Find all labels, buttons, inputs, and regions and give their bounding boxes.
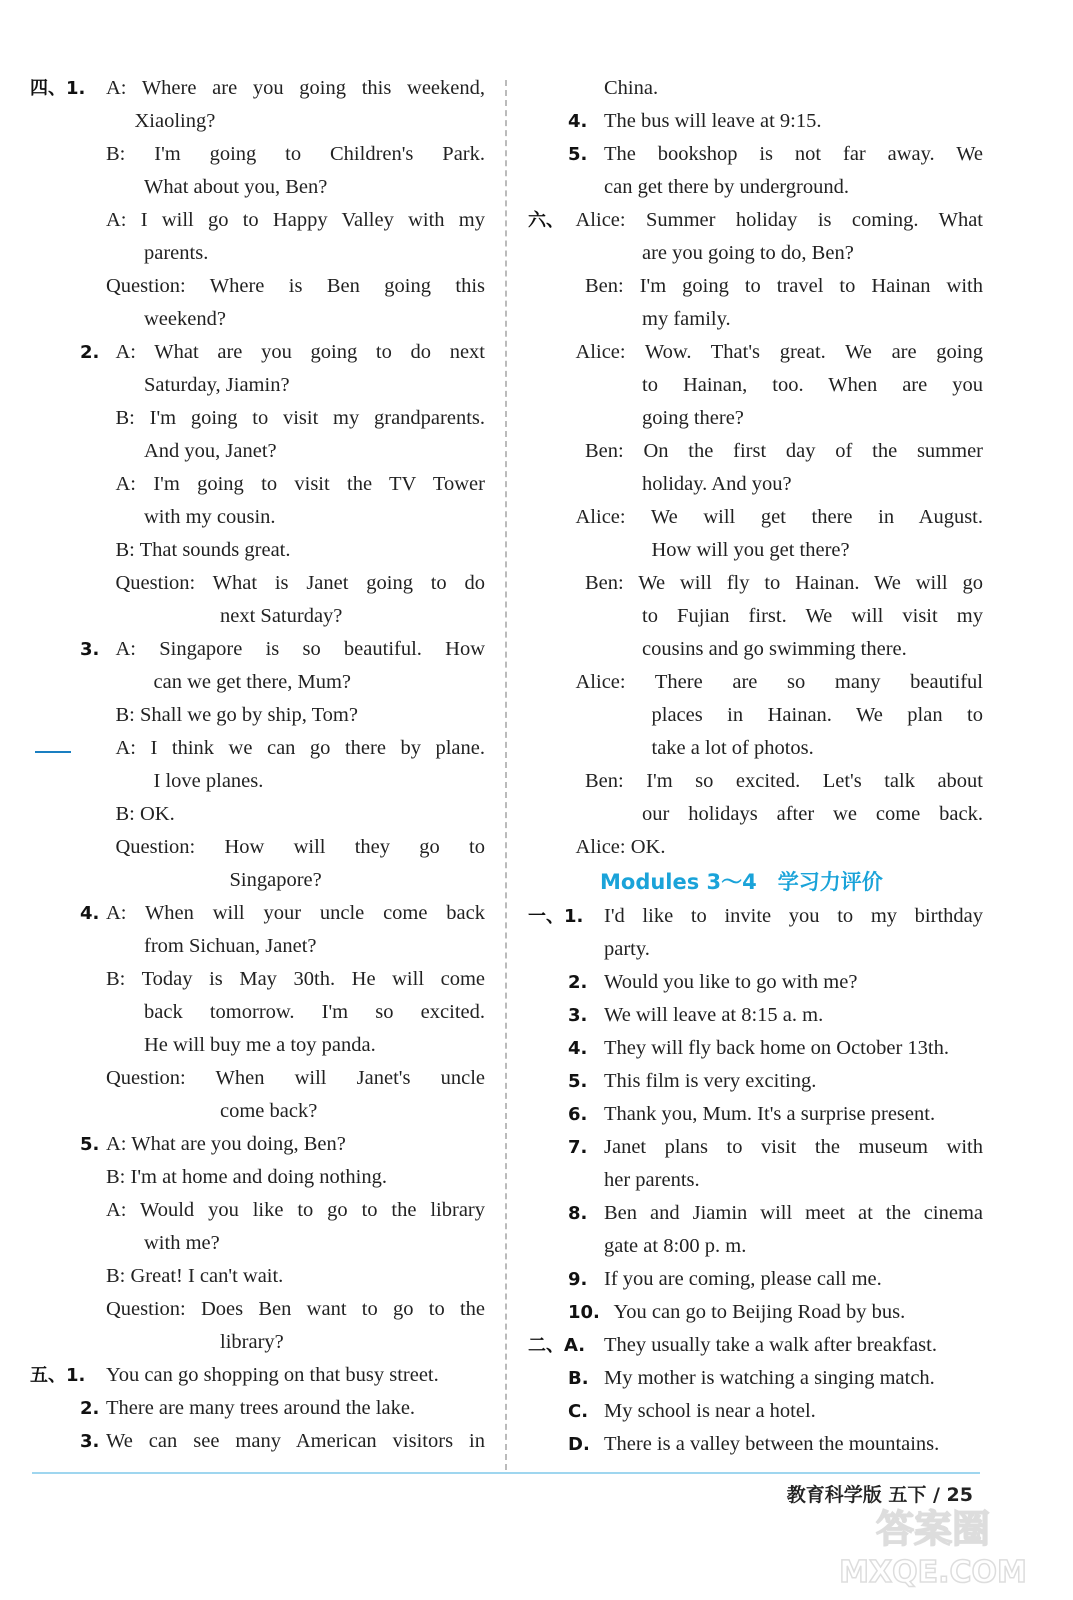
line-text: B: Shall we go by ship, Tom? xyxy=(115,704,358,726)
text-line xyxy=(30,501,485,534)
line-text: Alice: Wow. That's great. We are going xyxy=(575,341,983,363)
text-line xyxy=(528,1098,983,1131)
item-marker: 5. xyxy=(80,1134,100,1155)
line-text: B: I'm going to Children's Park. xyxy=(106,143,485,165)
item-marker: 3. xyxy=(80,639,100,660)
text-line xyxy=(30,237,485,270)
line-text: We will leave at 8:15 a. m. xyxy=(604,1004,824,1026)
item-marker: 6. xyxy=(568,1104,588,1125)
line-text: A: What are you doing, Ben? xyxy=(106,1133,346,1155)
text-line xyxy=(528,1164,983,1197)
text-line xyxy=(528,1428,983,1461)
item-marker: 7. xyxy=(568,1137,588,1158)
line-text: with me? xyxy=(144,1232,220,1254)
item-marker: 六、 xyxy=(528,210,564,231)
line-text: B: Today is May 30th. He will come xyxy=(106,968,485,990)
item-marker: 10. xyxy=(568,1302,600,1323)
text-line xyxy=(528,1329,983,1362)
text-line xyxy=(30,1194,485,1227)
line-text: Question: Does Ben want to go to the xyxy=(106,1298,485,1320)
text-line xyxy=(528,1395,983,1428)
line-text: We can see many American visitors in xyxy=(106,1430,485,1452)
line-text: Xiaoling? xyxy=(134,110,216,132)
line-text: He will buy me a toy panda. xyxy=(144,1034,376,1056)
text-line xyxy=(30,1095,485,1128)
item-marker: 五、1. xyxy=(30,1365,86,1386)
line-text: A: I will go to Happy Valley with my xyxy=(106,209,485,231)
line-text: Alice: Summer holiday is coming. What xyxy=(575,209,983,231)
text-line xyxy=(528,105,983,138)
item-marker: 3. xyxy=(80,1431,100,1452)
text-line xyxy=(528,534,983,567)
text-line xyxy=(30,1293,485,1326)
item-marker: 四、1. xyxy=(30,78,86,99)
text-line xyxy=(528,1065,983,1098)
text-line xyxy=(30,864,485,897)
line-text: parents. xyxy=(144,242,209,264)
text-line xyxy=(30,831,485,864)
text-line xyxy=(528,1296,983,1329)
text-line xyxy=(528,933,983,966)
text-line xyxy=(528,699,983,732)
text-line xyxy=(528,999,983,1032)
text-line xyxy=(30,1359,485,1392)
text-line xyxy=(528,732,983,765)
text-line xyxy=(528,765,983,798)
line-text: China. xyxy=(604,77,659,99)
line-text: back tomorrow. I'm so excited. xyxy=(144,1001,485,1023)
line-text: her parents. xyxy=(604,1169,700,1191)
right-column xyxy=(528,72,983,1461)
item-marker: C. xyxy=(568,1401,589,1422)
line-text: Question: When will Janet's uncle xyxy=(106,1067,485,1089)
line-text: My school is near a hotel. xyxy=(604,1400,816,1422)
line-text: I'd like to invite you to my birthday xyxy=(604,905,983,927)
text-line xyxy=(30,732,485,765)
line-text: B: I'm going to visit my grandparents. xyxy=(115,407,485,429)
item-marker: 8. xyxy=(568,1203,588,1224)
line-text: The bus will leave at 9:15. xyxy=(604,110,822,132)
text-line xyxy=(30,171,485,204)
text-line xyxy=(30,435,485,468)
text-line xyxy=(30,963,485,996)
line-text: The bookshop is not far away. We xyxy=(604,143,983,165)
text-line xyxy=(30,666,485,699)
text-line xyxy=(528,204,983,237)
line-text: A: What are you going to do next xyxy=(115,341,485,363)
line-text: weekend? xyxy=(144,308,226,330)
line-text: If you are coming, please call me. xyxy=(604,1268,882,1290)
text-line xyxy=(528,435,983,468)
line-text: Alice: We will get there in August. xyxy=(575,506,983,528)
line-text: Question: Where is Ben going this xyxy=(106,275,485,297)
text-line xyxy=(528,402,983,435)
line-text: from Sichuan, Janet? xyxy=(144,935,317,957)
line-text: can we get there, Mum? xyxy=(153,671,352,693)
item-marker: 5. xyxy=(568,1071,588,1092)
line-text: Singapore? xyxy=(229,869,322,891)
line-text: are you going to do, Ben? xyxy=(642,242,854,264)
text-line xyxy=(528,1197,983,1230)
text-line xyxy=(30,303,485,336)
line-text: I love planes. xyxy=(153,770,264,792)
text-line xyxy=(30,798,485,831)
line-text: library? xyxy=(220,1331,284,1353)
text-line xyxy=(30,1161,485,1194)
text-line xyxy=(30,369,485,402)
text-line xyxy=(30,1227,485,1260)
line-text: Saturday, Jiamin? xyxy=(144,374,290,396)
line-text: to Hainan, too. When are you xyxy=(642,374,983,396)
line-text: can get there by underground. xyxy=(604,176,849,198)
item-marker: 2. xyxy=(80,342,100,363)
line-text: Alice: OK. xyxy=(575,836,666,858)
item-marker: 2. xyxy=(80,1398,100,1419)
line-text: Ben: I'm going to travel to Hainan with xyxy=(585,275,983,297)
footer-edition: 教育科学版 五下 / 25 xyxy=(786,1484,973,1506)
line-text: party. xyxy=(604,938,650,960)
line-text: A: Where are you going this weekend, xyxy=(106,77,485,99)
text-line xyxy=(30,105,485,138)
line-text: A: Singapore is so beautiful. How xyxy=(115,638,485,660)
text-line xyxy=(30,1425,485,1458)
line-text: Ben and Jiamin will meet at the cinema xyxy=(604,1202,983,1224)
text-line xyxy=(30,765,485,798)
text-line xyxy=(528,798,983,831)
text-line xyxy=(528,567,983,600)
line-text: Question: How will they go to xyxy=(115,836,485,858)
text-line xyxy=(30,534,485,567)
line-text: There are many trees around the lake. xyxy=(106,1397,416,1419)
text-line xyxy=(528,72,983,105)
text-line xyxy=(528,666,983,699)
line-text: They will fly back home on October 13th. xyxy=(604,1037,949,1059)
text-line xyxy=(30,270,485,303)
line-text: My mother is watching a singing match. xyxy=(604,1367,935,1389)
item-marker: 4. xyxy=(568,111,588,132)
item-marker: 3. xyxy=(568,1005,588,1026)
watermark-en: MXQE.COM xyxy=(839,1555,1027,1590)
line-text: A: I think we can go there by plane. xyxy=(115,737,485,759)
text-line xyxy=(528,468,983,501)
text-line xyxy=(30,600,485,633)
text-line xyxy=(528,1131,983,1164)
left-column xyxy=(30,72,485,1458)
line-text: They usually take a walk after breakfast. xyxy=(604,1334,937,1356)
text-line xyxy=(528,171,983,204)
watermark-cn: 答案圈 xyxy=(875,1507,991,1551)
line-text: Question: What is Janet going to do xyxy=(115,572,485,594)
text-line xyxy=(30,1128,485,1161)
line-text: next Saturday? xyxy=(220,605,343,627)
text-line xyxy=(528,900,983,933)
watermark-logo xyxy=(813,1500,1053,1590)
text-line xyxy=(528,1263,983,1296)
text-line xyxy=(30,1062,485,1095)
text-line xyxy=(30,138,485,171)
line-text: What about you, Ben? xyxy=(144,176,328,198)
text-line xyxy=(30,336,485,369)
text-line xyxy=(528,237,983,270)
line-text: Janet plans to visit the museum with xyxy=(604,1136,983,1158)
text-line xyxy=(528,633,983,666)
line-text: This film is very exciting. xyxy=(604,1070,817,1092)
text-line xyxy=(30,897,485,930)
module-title: Modules 3～4 学习力评价 xyxy=(600,870,883,894)
item-marker: 二、A. xyxy=(528,1335,586,1356)
text-line xyxy=(30,996,485,1029)
text-line xyxy=(30,567,485,600)
text-line xyxy=(30,699,485,732)
line-text: Alice: There are so many beautiful xyxy=(575,671,983,693)
module-title-row xyxy=(528,864,983,900)
line-text: And you, Janet? xyxy=(144,440,277,462)
item-marker: 2. xyxy=(568,972,588,993)
item-marker: D. xyxy=(568,1434,590,1455)
item-marker: 9. xyxy=(568,1269,588,1290)
text-line xyxy=(528,1032,983,1065)
line-text: There is a valley between the mountains. xyxy=(604,1433,940,1455)
item-marker: 一、1. xyxy=(528,906,584,927)
line-text: Would you like to go with me? xyxy=(604,971,858,993)
text-line xyxy=(528,966,983,999)
text-line xyxy=(30,633,485,666)
text-line xyxy=(30,468,485,501)
line-text: holiday. And you? xyxy=(642,473,792,495)
line-text: B: Great! I can't wait. xyxy=(106,1265,284,1287)
line-text: gate at 8:00 p. m. xyxy=(604,1235,747,1257)
text-line xyxy=(528,501,983,534)
text-line xyxy=(528,1230,983,1263)
line-text: B: I'm at home and doing nothing. xyxy=(106,1166,387,1188)
line-text: going there? xyxy=(642,407,744,429)
text-line xyxy=(30,72,485,105)
item-marker: 5. xyxy=(568,144,588,165)
column-divider xyxy=(505,80,507,1470)
line-text: cousins and go swimming there. xyxy=(642,638,907,660)
text-line xyxy=(30,1260,485,1293)
line-text: Ben: We will fly to Hainan. We will go xyxy=(585,572,983,594)
text-line xyxy=(528,1362,983,1395)
line-text: come back? xyxy=(220,1100,318,1122)
footer-rule xyxy=(32,1472,980,1474)
line-text: You can go shopping on that busy street. xyxy=(106,1364,439,1386)
text-line xyxy=(30,930,485,963)
line-text: places in Hainan. We plan to xyxy=(651,704,983,726)
line-text: take a lot of photos. xyxy=(651,737,814,759)
line-text: to Fujian first. We will visit my xyxy=(642,605,983,627)
line-text: A: I'm going to visit the TV Tower xyxy=(115,473,485,495)
line-text: A: Would you like to go to the library xyxy=(106,1199,485,1221)
line-text: my family. xyxy=(642,308,731,330)
text-line xyxy=(30,402,485,435)
line-text: B: That sounds great. xyxy=(115,539,291,561)
text-line xyxy=(528,138,983,171)
item-marker: B. xyxy=(568,1368,589,1389)
item-marker: 4. xyxy=(80,903,100,924)
line-text: our holidays after we come back. xyxy=(642,803,983,825)
text-line xyxy=(528,369,983,402)
line-text: You can go to Beijing Road by bus. xyxy=(613,1301,906,1323)
text-line xyxy=(528,600,983,633)
line-text: with my cousin. xyxy=(144,506,276,528)
text-line xyxy=(528,831,983,864)
text-line xyxy=(30,204,485,237)
line-text: Ben: On the first day of the summer xyxy=(585,440,983,462)
text-line xyxy=(30,1326,485,1359)
item-marker: 4. xyxy=(568,1038,588,1059)
text-line xyxy=(528,303,983,336)
line-text: B: OK. xyxy=(115,803,175,825)
text-line xyxy=(528,336,983,369)
line-text: Thank you, Mum. It's a surprise present. xyxy=(604,1103,936,1125)
text-line xyxy=(30,1392,485,1425)
line-text: How will you get there? xyxy=(651,539,850,561)
text-line xyxy=(528,270,983,303)
line-text: Ben: I'm so excited. Let's talk about xyxy=(585,770,983,792)
text-line xyxy=(30,1029,485,1062)
line-text: A: When will your uncle come back xyxy=(106,902,485,924)
